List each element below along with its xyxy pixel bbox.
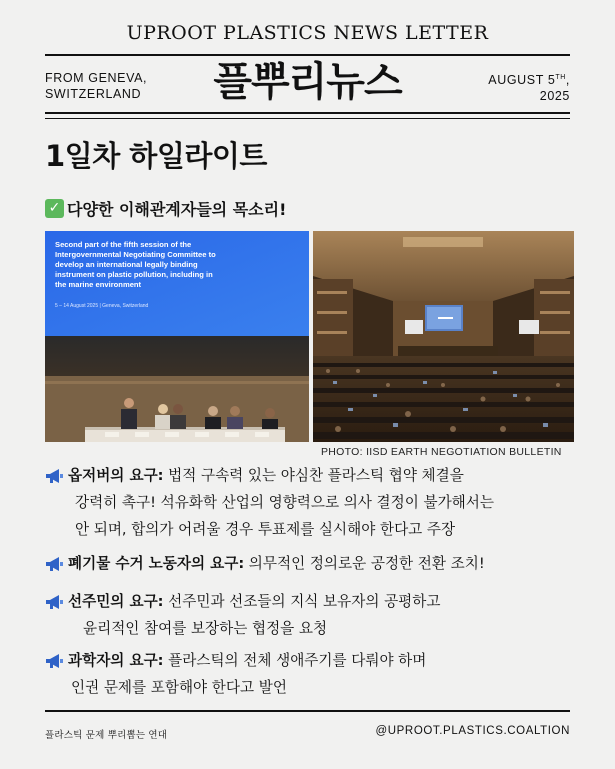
photo-credit: PHOTO: IISD EARTH NEGOTIATION BULLETIN [321, 446, 562, 458]
subheading [45, 197, 286, 220]
list-item [45, 588, 585, 642]
item-line-2: 인권 문제를 포함해야 한다고 발언 [71, 679, 287, 696]
item-text: 플라스틱의 전체 생애주기를 다뤄야 하며 [163, 652, 427, 669]
mid-rule-1 [45, 112, 570, 114]
date-line-1 [488, 70, 570, 88]
headline: 1일차 하일라이트 [45, 139, 267, 173]
date-comma: , [565, 73, 570, 88]
subheading-text: 다양한 이해관계자들의 목소리! [67, 200, 287, 219]
megaphone-icon [45, 556, 64, 572]
bottom-rule [45, 710, 570, 712]
item-text: 선주민과 선조들의 지식 보유자의 공평하고 [163, 593, 441, 610]
megaphone-icon [45, 468, 64, 484]
hall-illustration [313, 231, 574, 442]
screen-date: 5 – 14 August 2025 | Geneva, Switzerland [55, 303, 149, 309]
item-text: 의무적인 정의로운 공정한 전환 조치! [244, 555, 485, 572]
item-line-1 [45, 588, 585, 615]
item-label: 폐기물 수거 노동자의 요구: [68, 555, 245, 572]
mid-rule-2 [45, 118, 570, 119]
brand-title: 플뿌리뉴스 [213, 59, 402, 105]
location-line-1: FROM GENEVA, [45, 71, 148, 85]
item-label: 선주민의 요구: [68, 593, 164, 610]
item-line-1 [45, 462, 585, 489]
list-item [45, 550, 585, 577]
masthead-title: UPROOT PLASTICS NEWS LETTER [126, 22, 489, 44]
item-line-2: 강력히 촉구! 석유화학 산업의 영향력으로 의사 결정이 불가해서는 [75, 494, 494, 511]
date-suffix: TH [555, 74, 566, 81]
photo-assembly-hall [313, 231, 574, 442]
date-block [488, 70, 570, 104]
footer-handle[interactable]: @UPROOT.PLASTICS.COALTION [375, 725, 570, 737]
item-label: 과학자의 요구: [68, 652, 164, 669]
megaphone-icon [45, 594, 64, 610]
date-year: 2025 [539, 89, 570, 104]
list-item [45, 647, 585, 701]
location-line-2: SWITZERLAND [45, 87, 142, 101]
photo-conference-stage [45, 231, 309, 442]
item-label: 옵저버의 요구: [68, 467, 164, 484]
item-line-1 [45, 647, 585, 674]
item-text: 법적 구속력 있는 야심찬 플라스틱 협약 체결을 [163, 467, 464, 484]
location-block [45, 70, 185, 102]
megaphone-icon [45, 653, 64, 669]
item-line-3: 안 되며, 합의가 어려울 경우 투표제를 실시해야 한다고 주장 [75, 521, 456, 538]
date-month-day: AUGUST 5 [488, 73, 556, 88]
check-mark-icon: ✓ [45, 199, 64, 218]
list-item [45, 462, 585, 543]
top-rule [45, 54, 570, 56]
item-line-2: 윤리적인 참여를 보장하는 협정을 요청 [83, 620, 328, 637]
item-line-1 [45, 550, 585, 577]
footer-organization: 플라스틱 문제 뿌리뽑는 연대 [45, 730, 168, 741]
screen-caption: Second part of the fifth session of the Intergovernmental Negotiating Committee to develop an international legally binding instrument on plastic pollution, including in the marine environment [55, 240, 216, 289]
